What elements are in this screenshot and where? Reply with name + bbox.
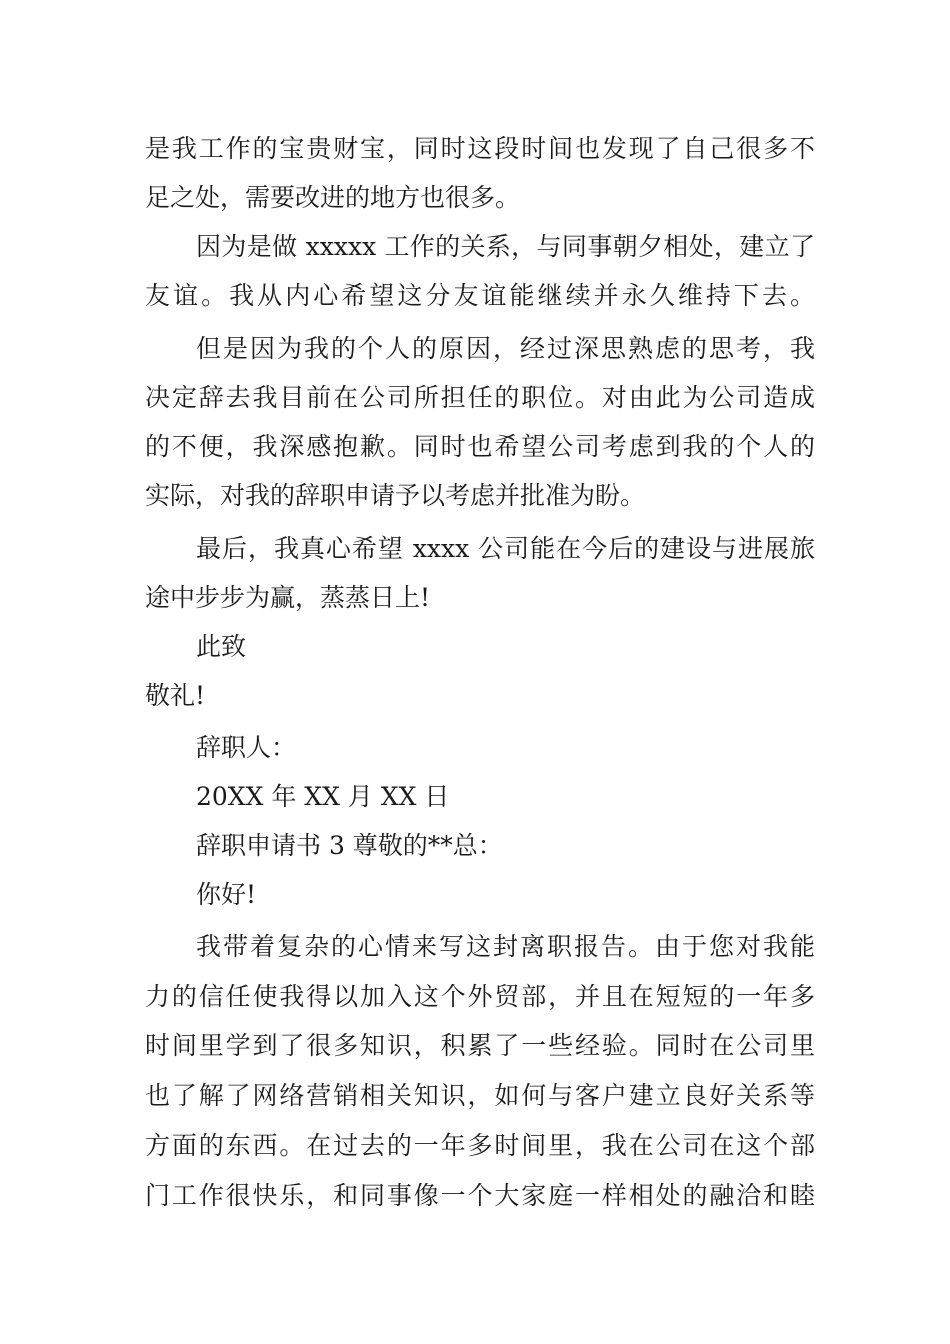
body-line-14: 也了解了网络营销相关知识，如何与客户建立良好关系等 [145, 1081, 815, 1110]
body-line-16: 门工作很快乐，和同事像一个大家庭一样相处的融洽和睦 [145, 1181, 815, 1210]
body-line-7: 的不便，我深感抱歉。同时也希望公司考虑到我的个人的 [145, 432, 815, 461]
body-line-12: 力的信任使我得以加入这个外贸部，并且在短短的一年多 [145, 982, 815, 1011]
closing-regards: 敬礼! [145, 681, 206, 710]
body-line-4: 友谊。我从内心希望这分友谊能继续并永久维持下去。 [145, 281, 815, 310]
body-line-1: 是我工作的宝贵财宝，同时这段时间也发现了自己很多不 [145, 134, 815, 163]
signature-label: 辞职人： [196, 733, 297, 762]
body-line-9: 最后，我真心希望 xxxx 公司能在今后的建设与进展旅 [196, 534, 815, 563]
closing-salutation: 此致 [196, 632, 247, 661]
body-line-3: 因为是做 xxxxx 工作的关系，与同事朝夕相处，建立了 [196, 232, 815, 261]
body-line-15: 方面的东西。在过去的一年多时间里，我在公司在这个部 [145, 1131, 815, 1160]
body-line-5: 但是因为我的个人的原因，经过深思熟虑的思考，我 [196, 334, 815, 363]
section-heading: 辞职申请书 3 尊敬的**总： [196, 831, 503, 860]
body-line-10: 途中步步为赢，蒸蒸日上! [145, 583, 431, 612]
body-line-6: 决定辞去我目前在公司所担任的职位。对由此为公司造成 [145, 383, 815, 412]
greeting: 你好! [196, 880, 257, 909]
body-line-2: 足之处，需要改进的地方也很多。 [145, 183, 521, 212]
signature-date: 20XX 年 XX 月 XX 日 [196, 782, 450, 811]
body-line-11: 我带着复杂的心情来写这封离职报告。由于您对我能 [196, 932, 815, 961]
body-line-13: 时间里学到了很多知识，积累了一些经验。同时在公司里 [145, 1031, 815, 1060]
body-line-8: 实际，对我的辞职申请予以考虑并批准为盼。 [145, 481, 646, 510]
